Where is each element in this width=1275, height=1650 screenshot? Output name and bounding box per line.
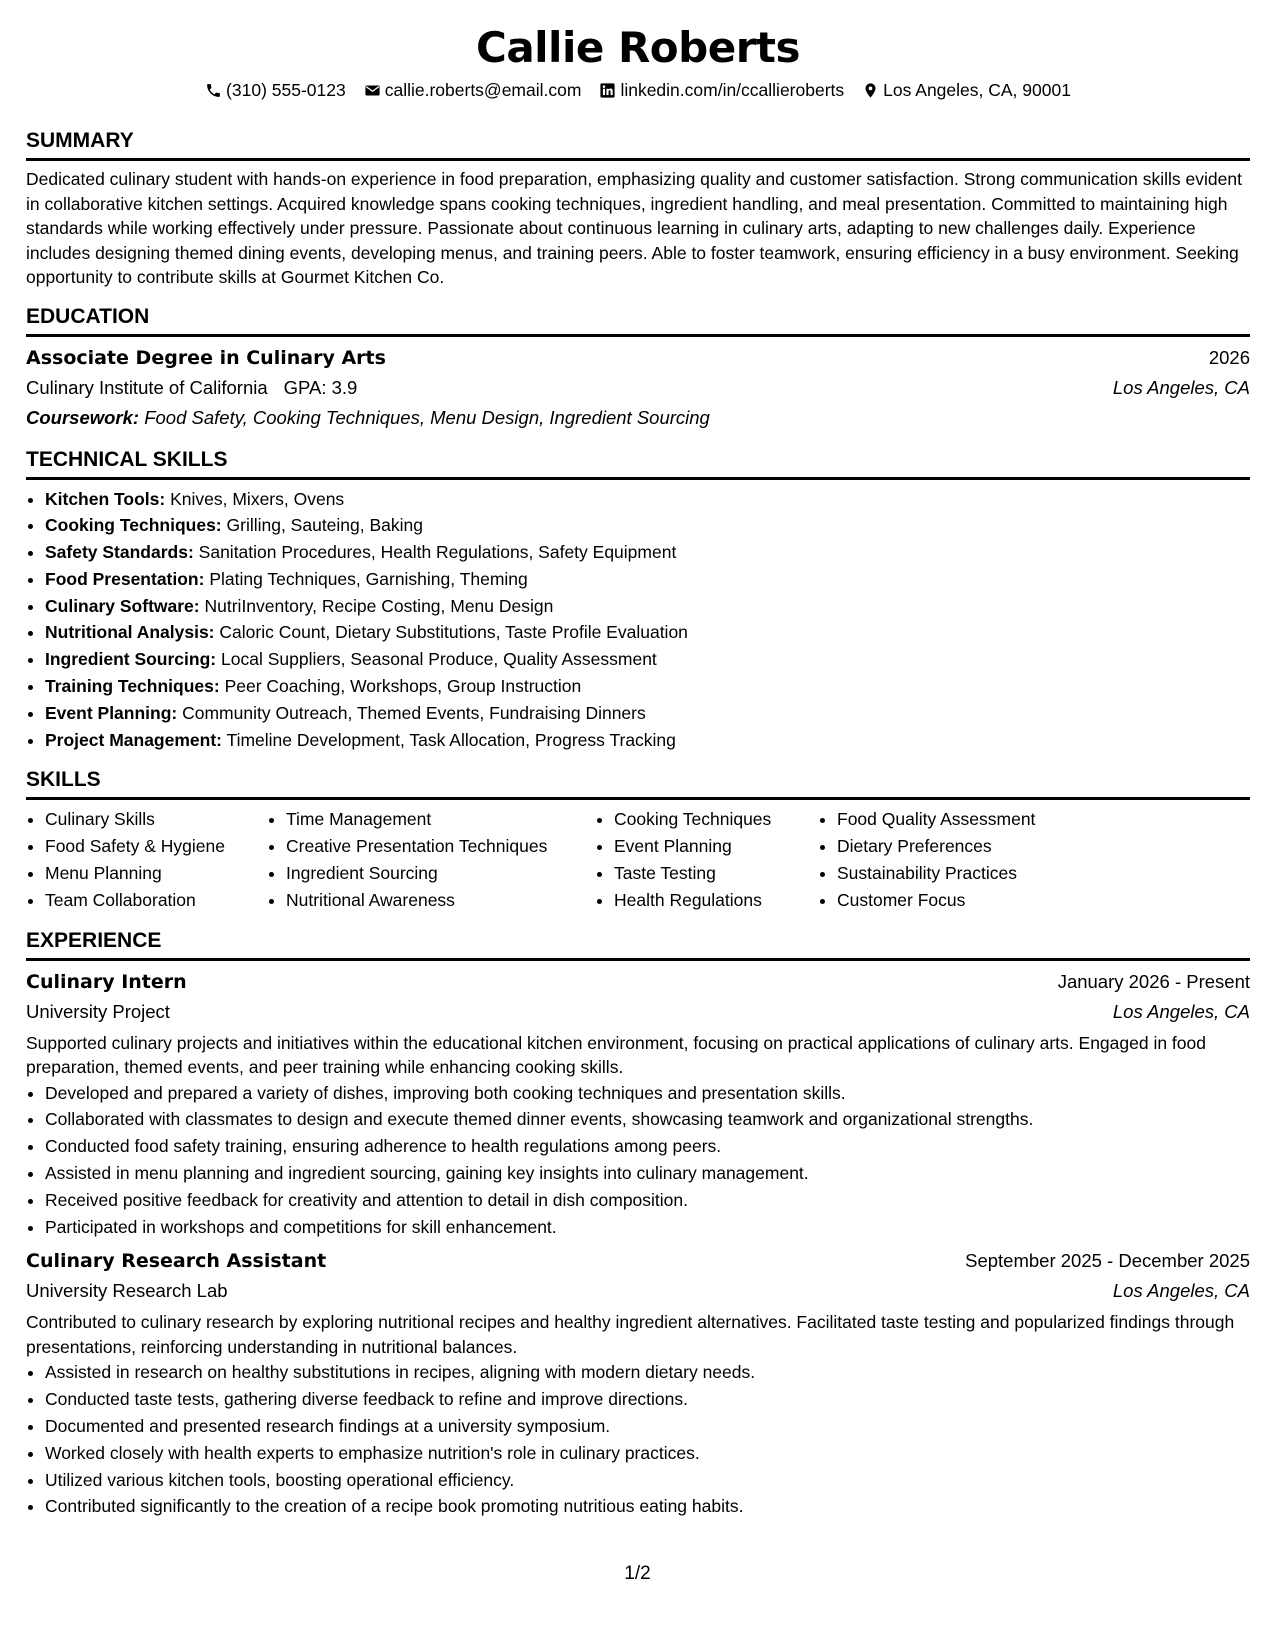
job-subheader	[26, 1276, 1250, 1306]
list-item: • Food Quality Assessment	[837, 806, 1087, 833]
skill-category: Culinary Software:	[45, 595, 200, 616]
list-item: • Documented and presented research findings at a university symposium.	[45, 1413, 1250, 1440]
skill-category: Kitchen Tools:	[45, 488, 166, 509]
list-item: • Team Collaboration	[45, 887, 267, 914]
summary-text: Dedicated culinary student with hands-on experience in food preparation, emphasizing quality and customer satisfaction. Strong communication skills evident in collaborative kitchen settings. Acquired knowledge spans cooking techniques, ingredient handling, and meal presentation. Committed to maintaining high standards while working effectively under pressure. Passionate about continuous learning in culinary arts, adapting to new challenges daily. Experience includes designing themed dining events, developing menus, and training peers. Able to foster teamwork, ensuring efficiency in a busy environment. Seeking opportunity to contribute skills at Gourmet Kitchen Co.	[26, 169, 1242, 287]
list-item	[45, 593, 1250, 620]
skill-values: Local Suppliers, Seasonal Produce, Quality Assessment	[221, 649, 657, 670]
list-item	[45, 673, 1250, 700]
contact-bar	[26, 78, 1250, 102]
linkedin-link[interactable]: linkedin.com/in/ccallieroberts	[620, 80, 845, 100]
summary-section	[26, 128, 1250, 290]
skills-column-1	[26, 806, 267, 913]
list-item: • Culinary Skills	[45, 806, 267, 833]
list-item: • Menu Planning	[45, 860, 267, 887]
list-item	[45, 539, 1250, 566]
job-dates: September 2025 - December 2025	[965, 1250, 1250, 1272]
email-link[interactable]: callie.roberts@email.com	[384, 80, 582, 100]
skill-category: Ingredient Sourcing:	[45, 649, 217, 670]
degree-name: Associate Degree in Culinary Arts	[26, 346, 386, 369]
list-item: • Received positive feedback for creativity and attention to detail in dish composition.	[45, 1187, 1250, 1214]
list-item: • Dietary Preferences	[837, 833, 1087, 860]
job-subheader	[26, 997, 1250, 1027]
job-header	[26, 1246, 1250, 1276]
list-item: • Worked closely with health experts to emphasize nutrition's role in culinary practices.	[45, 1440, 1250, 1467]
list-item: • Utilized various kitchen tools, boosting operational efficiency.	[45, 1467, 1250, 1494]
job-location: Los Angeles, CA	[1112, 1000, 1250, 1022]
technical-skills-section	[26, 447, 1250, 754]
job-title: Culinary Intern	[26, 970, 187, 993]
job-location: Los Angeles, CA	[1112, 1280, 1250, 1302]
list-item: • Health Regulations	[614, 887, 818, 914]
section-heading-skills: SKILLS	[26, 767, 1250, 800]
contact-phone	[205, 78, 346, 102]
list-item	[45, 646, 1250, 673]
skill-category: Project Management:	[45, 729, 222, 750]
technical-skills-list	[26, 486, 1250, 754]
skill-category: Food Presentation:	[45, 568, 205, 589]
candidate-name: Callie Roberts	[476, 23, 800, 72]
job-dates: January 2026 - Present	[1057, 970, 1250, 992]
section-heading-technical-skills: TECHNICAL SKILLS	[26, 447, 1250, 480]
job-title: Culinary Research Assistant	[26, 1250, 327, 1273]
gpa: GPA: 3.9	[283, 376, 358, 398]
list-item: • Conducted food safety training, ensuring adherence to health regulations among peers.	[45, 1133, 1250, 1160]
skills-grid	[26, 806, 1250, 913]
coursework-list: Food Safety, Cooking Techniques, Menu Design, Ingredient Sourcing	[144, 406, 710, 428]
school-line	[26, 373, 357, 403]
list-item	[45, 566, 1250, 593]
contact-location	[862, 78, 1071, 102]
list-item	[45, 727, 1250, 754]
list-item: • Conducted taste tests, gathering diverse feedback to refine and improve directions.	[45, 1386, 1250, 1413]
skill-values: Timeline Development, Task Allocation, Progress Tracking	[226, 729, 676, 750]
skills-section	[26, 767, 1250, 913]
experience-section	[26, 928, 1250, 1521]
linkedin-icon	[599, 82, 616, 99]
list-item: • Taste Testing	[614, 860, 818, 887]
skill-values: Peer Coaching, Workshops, Group Instruction	[224, 676, 582, 697]
job-description: Supported culinary projects and initiatives within the educational kitchen environment, focusing on practical applications of culinary arts. Engaged in food preparation, themed events, and peer training while enhancing cooking skills.	[26, 1032, 1206, 1078]
skills-column-3	[595, 806, 818, 913]
phone-text: (310) 555-0123	[226, 80, 346, 100]
job-organization: University Research Lab	[26, 1280, 228, 1302]
job-bullets	[26, 1080, 1250, 1241]
phone-icon	[205, 82, 222, 99]
skills-column-4	[818, 806, 1087, 913]
section-heading-experience: EXPERIENCE	[26, 928, 1250, 961]
resume-page	[26, 22, 1250, 1526]
skill-values: Caloric Count, Dietary Substitutions, Taste Profile Evaluation	[219, 622, 688, 643]
skill-values: Community Outreach, Themed Events, Fundraising Dinners	[182, 702, 646, 723]
list-item: • Sustainability Practices	[837, 860, 1087, 887]
list-item	[45, 700, 1250, 727]
list-item: • Participated in workshops and competitions for skill enhancement.	[45, 1214, 1250, 1241]
skill-category: Cooking Techniques:	[45, 515, 222, 536]
coursework-label: Coursework:	[26, 406, 140, 428]
section-heading-education: EDUCATION	[26, 304, 1250, 337]
list-item: • Assisted in menu planning and ingredient sourcing, gaining key insights into culinary management.	[45, 1160, 1250, 1187]
list-item	[45, 512, 1250, 539]
skill-category: Nutritional Analysis:	[45, 622, 215, 643]
job-bullets	[26, 1359, 1250, 1520]
list-item: • Creative Presentation Techniques	[286, 833, 595, 860]
map-pin-icon	[862, 82, 879, 99]
list-item: • Customer Focus	[837, 887, 1087, 914]
school-location: Los Angeles, CA	[1112, 376, 1250, 398]
school-name: Culinary Institute of California	[26, 376, 268, 398]
job-entry	[26, 1246, 1250, 1520]
section-heading-summary: SUMMARY	[26, 128, 1250, 161]
list-item: • Cooking Techniques	[614, 806, 818, 833]
list-item: • Contributed significantly to the creation of a recipe book promoting nutritious eating habits.	[45, 1493, 1250, 1520]
envelope-icon	[364, 82, 381, 99]
page-number: 1/2	[624, 1563, 651, 1584]
skill-values: Grilling, Sauteing, Baking	[226, 515, 423, 536]
skill-values: Plating Techniques, Garnishing, Theming	[209, 568, 528, 589]
skill-category: Safety Standards:	[45, 542, 194, 563]
contact-linkedin[interactable]	[599, 78, 844, 102]
skill-values: NutriInventory, Recipe Costing, Menu Design	[204, 595, 554, 616]
skill-values: Knives, Mixers, Ovens	[170, 488, 345, 509]
education-row-1	[26, 343, 1250, 373]
job-header	[26, 967, 1250, 997]
contact-email[interactable]	[364, 78, 582, 102]
skill-values: Sanitation Procedures, Health Regulations, Safety Equipment	[198, 542, 677, 563]
skill-category: Training Techniques:	[45, 676, 220, 697]
graduation-year: 2026	[1208, 346, 1250, 368]
location-text: Los Angeles, CA, 90001	[883, 80, 1071, 100]
list-item: • Event Planning	[614, 833, 818, 860]
education-section	[26, 304, 1250, 433]
list-item: • Time Management	[286, 806, 595, 833]
list-item: • Developed and prepared a variety of dishes, improving both cooking techniques and presentation skills.	[45, 1080, 1250, 1107]
list-item: • Assisted in research on healthy substitutions in recipes, aligning with modern dietary needs.	[45, 1359, 1250, 1386]
job-description: Contributed to culinary research by exploring nutritional recipes and healthy ingredient alternatives. Facilitated taste testing and popularized findings through presentations, reinforcing understanding in nutritional balances.	[26, 1312, 1235, 1357]
coursework-line	[26, 403, 1250, 433]
list-item: • Ingredient Sourcing	[286, 860, 595, 887]
skill-category: Event Planning:	[45, 702, 178, 723]
job-organization: University Project	[26, 1000, 170, 1022]
skills-column-2	[267, 806, 595, 913]
list-item: • Food Safety & Hygiene	[45, 833, 267, 860]
list-item: • Collaborated with classmates to design and execute themed dinner events, showcasing teamwork and organizational strengths.	[45, 1106, 1250, 1133]
list-item	[45, 486, 1250, 513]
list-item	[45, 619, 1250, 646]
list-item: • Nutritional Awareness	[286, 887, 595, 914]
education-row-2	[26, 373, 1250, 403]
job-entry	[26, 967, 1250, 1241]
